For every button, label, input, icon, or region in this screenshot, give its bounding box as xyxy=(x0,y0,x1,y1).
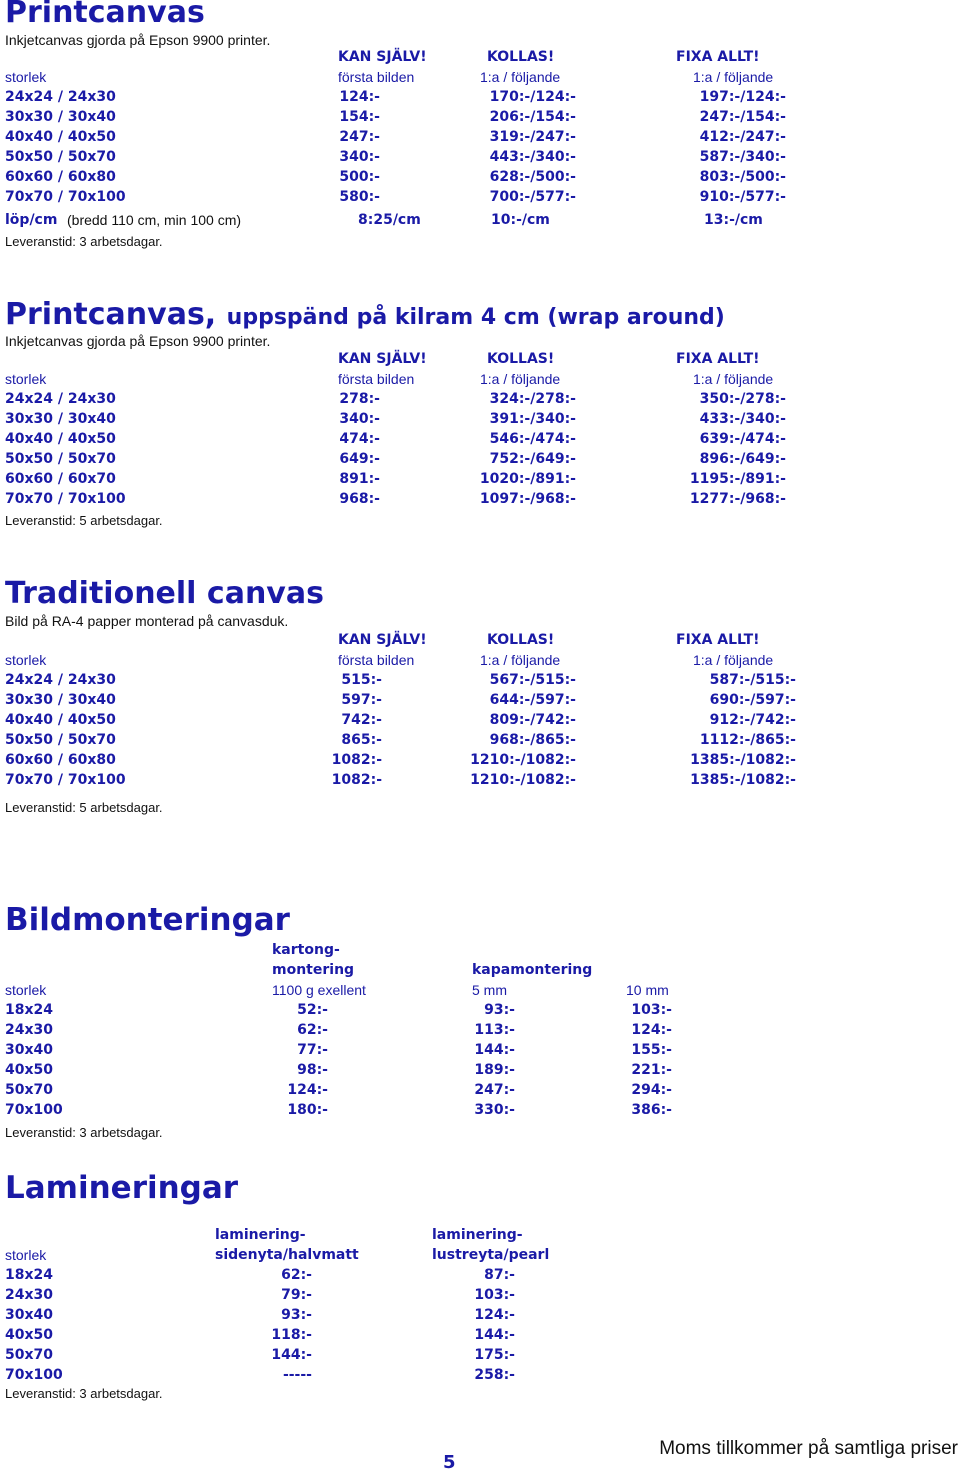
price-cell: 93:- xyxy=(484,1002,515,1018)
col-sub-storlek: storlek xyxy=(5,982,47,998)
price-cell: 294:- xyxy=(631,1082,672,1098)
col-title-fixa-allt: FIXA ALLT! xyxy=(676,632,760,648)
table-row xyxy=(0,189,960,209)
col-title-kollas: KOLLAS! xyxy=(487,49,555,65)
price-cell: 258:- xyxy=(474,1367,515,1383)
price-cell: 587:-/515:- xyxy=(709,672,796,688)
price-cell: 77:- xyxy=(297,1042,328,1058)
size-cell: 50x50 / 50x70 xyxy=(5,149,116,165)
price-cell: 742:- xyxy=(341,712,382,728)
col-sub-forsta-bilden: första bilden xyxy=(338,652,415,668)
lead-time: Leveranstid: 5 arbetsdagar. xyxy=(5,513,163,528)
size-cell: 40x40 / 40x50 xyxy=(5,431,116,447)
price-cell: 1082:- xyxy=(331,772,382,788)
size-cell: 24x30 xyxy=(5,1022,53,1038)
price-cell: 891:- xyxy=(339,471,380,487)
price-cell: 189:- xyxy=(474,1062,515,1078)
price-cell: 144:- xyxy=(474,1327,515,1343)
lop-note: (bredd 110 cm, min 100 cm) xyxy=(67,212,242,228)
price-cell: 93:- xyxy=(281,1307,312,1323)
col-sub-foljande: 1:a / följande xyxy=(693,652,774,668)
size-cell: 30x40 xyxy=(5,1042,53,1058)
col-sub-1100g: 1100 g exellent xyxy=(272,982,366,998)
price-cell: 103:- xyxy=(631,1002,672,1018)
price-cell: 144:- xyxy=(474,1042,515,1058)
lop-value: 8:25/cm xyxy=(358,212,421,228)
col-title-fixa-allt: FIXA ALLT! xyxy=(676,351,760,367)
lead-time: Leveranstid: 3 arbetsdagar. xyxy=(5,234,163,249)
price-cell: 124:- xyxy=(287,1082,328,1098)
size-cell: 40x40 / 40x50 xyxy=(5,129,116,145)
price-cell: 912:-/742:- xyxy=(709,712,796,728)
col-sub-10mm: 10 mm xyxy=(626,982,669,998)
size-cell: 70x70 / 70x100 xyxy=(5,772,126,788)
col-title-kan-sjalv: KAN SJÄLV! xyxy=(338,351,427,367)
table-row xyxy=(0,752,960,772)
col-sub-storlek: storlek xyxy=(5,371,47,387)
price-cell: 391:-/340:- xyxy=(489,411,576,427)
size-cell: 50x50 / 50x70 xyxy=(5,732,116,748)
price-cell: 865:- xyxy=(341,732,382,748)
price-cell: 515:- xyxy=(341,672,382,688)
section-description: Bild på RA-4 papper monterad på canvasduk. xyxy=(5,613,289,629)
price-cell: 62:- xyxy=(297,1022,328,1038)
col-sub-foljande: 1:a / följande xyxy=(480,652,561,668)
size-cell: 70x100 xyxy=(5,1367,63,1383)
section-title-traditionell-canvas: Traditionell canvas xyxy=(5,576,324,611)
table-row xyxy=(0,672,960,692)
price-cell: 1112:-/865:- xyxy=(699,732,796,748)
table-row xyxy=(0,1042,960,1062)
table-row xyxy=(0,1082,960,1102)
price-cell: 1082:- xyxy=(331,752,382,768)
price-cell: 124:- xyxy=(474,1307,515,1323)
price-cell: 144:- xyxy=(271,1347,312,1363)
section-description: Inkjetcanvas gjorda på Epson 9900 printer. xyxy=(5,333,271,349)
size-cell: 18x24 xyxy=(5,1267,53,1283)
price-cell: ----- xyxy=(282,1367,312,1383)
col-title-kan-sjalv: KAN SJÄLV! xyxy=(338,49,427,65)
price-cell: 1097:-/968:- xyxy=(479,491,576,507)
price-cell: 639:-/474:- xyxy=(699,431,786,447)
col-title-kapamontering: kapamontering xyxy=(472,962,593,978)
price-cell: 474:- xyxy=(339,431,380,447)
price-cell: 1195:-/891:- xyxy=(689,471,786,487)
table-row xyxy=(0,1307,960,1327)
col-title-kartongmontering: montering xyxy=(272,962,355,978)
size-cell: 40x50 xyxy=(5,1327,53,1343)
col-sub-storlek: storlek xyxy=(5,69,47,85)
table-row xyxy=(0,1102,960,1122)
price-cell: 197:-/124:- xyxy=(699,89,786,105)
table-row xyxy=(0,411,960,431)
price-cell: 124:- xyxy=(339,89,380,105)
price-cell: 154:- xyxy=(339,109,380,125)
table-row xyxy=(0,129,960,149)
lead-time: Leveranstid: 3 arbetsdagar. xyxy=(5,1386,163,1401)
section-title-lamineringar: Lamineringar xyxy=(5,1170,239,1206)
price-cell: 62:- xyxy=(281,1267,312,1283)
size-cell: 70x100 xyxy=(5,1102,63,1118)
table-row xyxy=(0,149,960,169)
section-title-main: Printcanvas, xyxy=(5,297,217,332)
table-row xyxy=(0,1267,960,1287)
col-sub-storlek: storlek xyxy=(5,652,47,668)
lead-time: Leveranstid: 5 arbetsdagar. xyxy=(5,800,163,815)
price-cell: 340:- xyxy=(339,411,380,427)
col-title-kollas: KOLLAS! xyxy=(487,632,555,648)
size-cell: 24x24 / 24x30 xyxy=(5,672,116,688)
table-row xyxy=(0,1062,960,1082)
size-cell: 40x40 / 40x50 xyxy=(5,712,116,728)
col-title-laminering-siden: laminering- xyxy=(215,1227,306,1243)
col-title-kollas: KOLLAS! xyxy=(487,351,555,367)
price-cell: 628:-/500:- xyxy=(489,169,576,185)
table-row xyxy=(0,1367,960,1387)
section-description: Inkjetcanvas gjorda på Epson 9900 printer. xyxy=(5,32,271,48)
table-row xyxy=(0,391,960,411)
table-row xyxy=(0,471,960,491)
price-cell: 580:- xyxy=(339,189,380,205)
table-row xyxy=(0,1327,960,1347)
price-cell: 1210:-/1082:- xyxy=(470,772,576,788)
col-sub-foljande: 1:a / följande xyxy=(693,69,774,85)
size-cell: 60x60 / 60x80 xyxy=(5,169,116,185)
price-cell: 319:-/247:- xyxy=(489,129,576,145)
price-cell: 247:- xyxy=(474,1082,515,1098)
price-cell: 597:- xyxy=(341,692,382,708)
price-cell: 567:-/515:- xyxy=(489,672,576,688)
size-cell: 60x60 / 60x70 xyxy=(5,471,116,487)
price-cell: 340:- xyxy=(339,149,380,165)
size-cell: 70x70 / 70x100 xyxy=(5,189,126,205)
table-row xyxy=(0,1022,960,1042)
size-cell: 60x60 / 60x80 xyxy=(5,752,116,768)
price-cell: 118:- xyxy=(271,1327,312,1343)
price-cell: 278:- xyxy=(339,391,380,407)
price-cell: 221:- xyxy=(631,1062,672,1078)
price-cell: 103:- xyxy=(474,1287,515,1303)
price-cell: 87:- xyxy=(484,1267,515,1283)
col-title-fixa-allt: FIXA ALLT! xyxy=(676,49,760,65)
price-cell: 803:-/500:- xyxy=(699,169,786,185)
price-cell: 247:- xyxy=(339,129,380,145)
table-row xyxy=(0,431,960,451)
size-cell: 40x50 xyxy=(5,1062,53,1078)
price-cell: 350:-/278:- xyxy=(699,391,786,407)
col-title-laminering-lustre: laminering- xyxy=(432,1227,523,1243)
price-cell: 175:- xyxy=(474,1347,515,1363)
col-sub-forsta-bilden: första bilden xyxy=(338,69,415,85)
size-cell: 50x50 / 50x70 xyxy=(5,451,116,467)
col-sub-foljande: 1:a / följande xyxy=(693,371,774,387)
price-cell: 124:- xyxy=(631,1022,672,1038)
table-row xyxy=(0,1002,960,1022)
price-cell: 113:- xyxy=(474,1022,515,1038)
price-cell: 896:-/649:- xyxy=(699,451,786,467)
price-cell: 809:-/742:- xyxy=(489,712,576,728)
size-cell: 18x24 xyxy=(5,1002,53,1018)
price-cell: 1277:-/968:- xyxy=(689,491,786,507)
col-sub-foljande: 1:a / följande xyxy=(480,69,561,85)
lead-time: Leveranstid: 3 arbetsdagar. xyxy=(5,1125,163,1140)
col-title-laminering-siden: sidenyta/halvmatt xyxy=(215,1247,359,1263)
col-sub-5mm: 5 mm xyxy=(472,982,507,998)
price-cell: 180:- xyxy=(287,1102,328,1118)
price-cell: 433:-/340:- xyxy=(699,411,786,427)
price-cell: 330:- xyxy=(474,1102,515,1118)
table-row xyxy=(0,692,960,712)
table-row xyxy=(0,712,960,732)
size-cell: 50x70 xyxy=(5,1082,53,1098)
price-cell: 690:-/597:- xyxy=(709,692,796,708)
lop-value: 13:-/cm xyxy=(704,212,763,228)
lop-value: 10:-/cm xyxy=(491,212,550,228)
table-row xyxy=(0,109,960,129)
price-cell: 324:-/278:- xyxy=(489,391,576,407)
section-title-bildmonteringar: Bildmonteringar xyxy=(5,902,290,938)
price-cell: 546:-/474:- xyxy=(489,431,576,447)
price-cell: 752:-/649:- xyxy=(489,451,576,467)
table-row xyxy=(0,89,960,109)
section-title-printcanvas-kilram xyxy=(5,297,725,332)
price-cell: 170:-/124:- xyxy=(489,89,576,105)
price-cell: 98:- xyxy=(297,1062,328,1078)
vat-note: Moms tillkommer på samtliga priser xyxy=(659,1438,958,1459)
price-cell: 206:-/154:- xyxy=(489,109,576,125)
price-cell: 700:-/577:- xyxy=(489,189,576,205)
col-sub-storlek: storlek xyxy=(5,1247,47,1263)
price-cell: 649:- xyxy=(339,451,380,467)
table-row xyxy=(0,732,960,752)
table-row xyxy=(0,1347,960,1367)
table-row xyxy=(0,772,960,792)
price-cell: 1020:-/891:- xyxy=(479,471,576,487)
lop-label: löp/cm xyxy=(5,212,58,228)
size-cell: 50x70 xyxy=(5,1347,53,1363)
section-title-sub: uppspänd på kilram 4 cm (wrap around) xyxy=(226,305,725,330)
price-cell: 968:- xyxy=(339,491,380,507)
page-number: 5 xyxy=(443,1452,456,1473)
table-row xyxy=(0,1287,960,1307)
price-cell: 412:-/247:- xyxy=(699,129,786,145)
size-cell: 24x24 / 24x30 xyxy=(5,391,116,407)
col-sub-foljande: 1:a / följande xyxy=(480,371,561,387)
col-sub-forsta-bilden: första bilden xyxy=(338,371,415,387)
size-cell: 30x30 / 30x40 xyxy=(5,109,116,125)
price-cell: 1385:-/1082:- xyxy=(690,752,796,768)
section-title-printcanvas: Printcanvas xyxy=(5,0,205,30)
price-cell: 644:-/597:- xyxy=(489,692,576,708)
size-cell: 30x30 / 30x40 xyxy=(5,692,116,708)
size-cell: 70x70 / 70x100 xyxy=(5,491,126,507)
price-cell: 587:-/340:- xyxy=(699,149,786,165)
col-title-kartongmontering: kartong- xyxy=(272,942,340,958)
col-title-laminering-lustre: lustreyta/pearl xyxy=(432,1247,550,1263)
size-cell: 24x30 xyxy=(5,1287,53,1303)
price-cell: 79:- xyxy=(281,1287,312,1303)
price-cell: 500:- xyxy=(339,169,380,185)
price-cell: 386:- xyxy=(631,1102,672,1118)
table-row xyxy=(0,491,960,511)
size-cell: 24x24 / 24x30 xyxy=(5,89,116,105)
table-row xyxy=(0,451,960,471)
price-cell: 1385:-/1082:- xyxy=(690,772,796,788)
price-cell: 910:-/577:- xyxy=(699,189,786,205)
size-cell: 30x40 xyxy=(5,1307,53,1323)
size-cell: 30x30 / 30x40 xyxy=(5,411,116,427)
price-cell: 1210:-/1082:- xyxy=(470,752,576,768)
price-cell: 52:- xyxy=(297,1002,328,1018)
table-row xyxy=(0,169,960,189)
col-title-kan-sjalv: KAN SJÄLV! xyxy=(338,632,427,648)
price-cell: 247:-/154:- xyxy=(699,109,786,125)
price-cell: 968:-/865:- xyxy=(489,732,576,748)
price-cell: 443:-/340:- xyxy=(489,149,576,165)
price-cell: 155:- xyxy=(631,1042,672,1058)
